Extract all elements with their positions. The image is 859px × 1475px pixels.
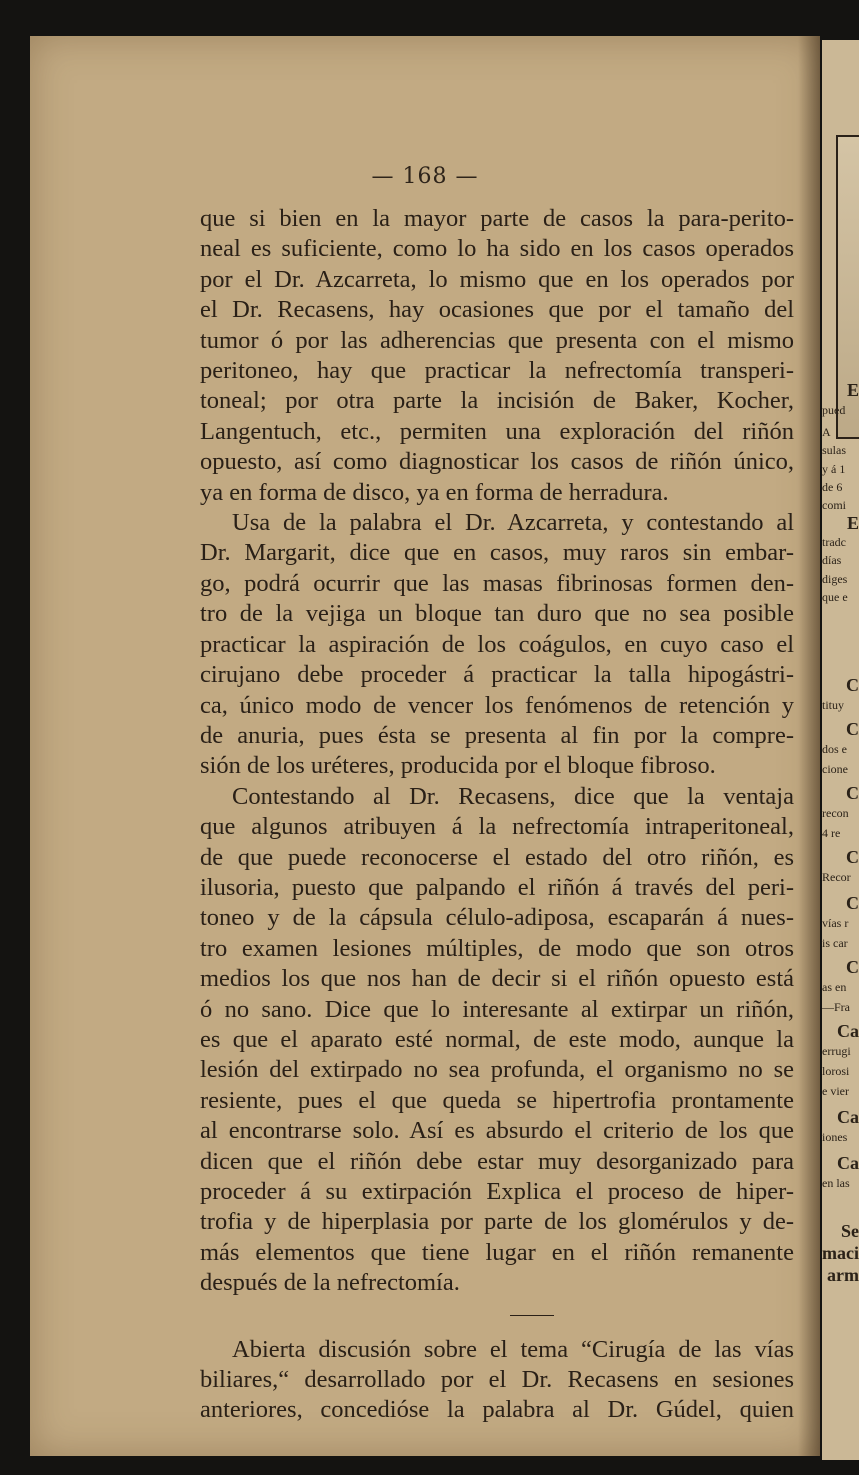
adjacent-page-fragment: vías r [822, 916, 849, 930]
adjacent-page-fragment: comi [822, 498, 846, 512]
adjacent-page-fragment: tradc [822, 535, 846, 549]
adjacent-page-fragment: maci [822, 1246, 859, 1260]
text-line: tro examen lesiones múltiples, de modo que son otros [200, 934, 794, 962]
text-line: ca, único modo de vencer los fenómenos de retención y [200, 691, 794, 719]
text-line: neal es suficiente, como lo ha sido en los casos operados [200, 235, 794, 263]
adjacent-page-fragment: E [846, 383, 859, 397]
text-line: que si bien en la mayor parte de casos la para-perito- [200, 205, 794, 232]
text-line: por el Dr. Azcarreta, lo mismo que en los operados por [200, 265, 794, 293]
adjacent-page-fragment: días [822, 553, 842, 567]
paragraph-1 [200, 204, 794, 508]
paragraph-4 [200, 1335, 794, 1426]
adjacent-page-fragment: —Fra [822, 1000, 850, 1014]
text-line: resiente, pues el que queda se hipertrofia prontamente [200, 1086, 794, 1114]
text-line: practicar la aspiración de los coágulos, en cuyo caso el [200, 630, 794, 658]
adjacent-page-fragment: C [846, 960, 859, 974]
adjacent-page-fragment: C [846, 722, 859, 736]
text-line: medios los que nos han de decir si el riñón opuesto está [200, 965, 794, 993]
adjacent-page-fragment: E [846, 516, 859, 530]
adjacent-page-fragment: arm [827, 1268, 859, 1282]
adjacent-page-fragment: C [846, 850, 859, 864]
adjacent-page-fragment: lorosi [822, 1064, 850, 1078]
body-text [200, 204, 794, 1426]
text-line: toneo y de la cápsula célulo-adiposa, escaparán á nues- [200, 904, 794, 932]
text-line: más elementos que tiene lugar en el riñón remanente [200, 1238, 794, 1266]
text-line: opuesto, así como diagnosticar los casos de riñón único, [200, 448, 794, 476]
adjacent-page-fragment: pued [822, 403, 846, 417]
adjacent-page-fragment: Recor [822, 870, 851, 884]
text-line: trofia y de hiperplasia por parte de los glomérulos y de- [200, 1208, 794, 1236]
adjacent-page-edge [822, 40, 859, 1460]
paragraph-3 [200, 782, 794, 1299]
adjacent-page-fragment: recon [822, 806, 849, 820]
text-line: biliares,“ desarrollado por el Dr. Recasens en sesiones [200, 1366, 794, 1394]
text-line: de que puede reconocerse el estado del otro riñón, es [200, 843, 794, 871]
adjacent-page-fragment: A [822, 425, 831, 439]
adjacent-page-fragment: en las [822, 1176, 850, 1190]
adjacent-page-fragment: C [846, 786, 859, 800]
adjacent-page-fragment: as en [822, 980, 847, 994]
adjacent-page-fragment: C [846, 896, 859, 910]
adjacent-page-fragment: tituy [822, 698, 845, 712]
text-line: lesión del extirpado no sea profunda, el organismo no se [200, 1056, 794, 1084]
adjacent-page-fragment: dos e [822, 742, 847, 756]
text-line: Contestando al Dr. Recasens, dice que la ventaja [232, 782, 794, 810]
adjacent-page-fragment: cione [822, 762, 848, 776]
text-line: ó no sano. Dice que lo interesante al extirpar un riñón, [200, 995, 794, 1023]
text-line: Dr. Margarit, dice que en casos, muy raros sin embar- [200, 539, 794, 567]
adjacent-page-fragment: de 6 [822, 480, 843, 494]
adjacent-page-fragment: Ca [837, 1156, 859, 1170]
text-line: tro de la vejiga un bloque tan duro que no sea posible [200, 600, 794, 628]
text-line: Langentuch, etc., permiten una exploración del riñón [200, 417, 794, 445]
adjacent-page-fragment: sulas [822, 443, 846, 457]
adjacent-page-fragment: Ca [837, 1110, 859, 1124]
paragraph-2 [200, 508, 794, 782]
adjacent-page-fragment: iones [822, 1130, 848, 1144]
text-line: peritoneo, hay que practicar la nefrectomía transperi- [200, 357, 794, 385]
adjacent-page-fragment: que e [822, 590, 848, 604]
adjacent-page-fragment: Se [841, 1224, 859, 1238]
text-line: proceder á su extirpación Explica el proceso de hiper- [200, 1178, 794, 1205]
text-line: de anuria, pues ésta se presenta al fin por la compre- [200, 721, 794, 749]
page-number: — 168 — [371, 164, 479, 189]
text-line: toneal; por otra parte la incisión de Baker, Kocher, [200, 387, 794, 415]
text-line: al encontrarse solo. Así es absurdo el criterio de los que [200, 1117, 794, 1145]
adjacent-page-fragment: 4 re [822, 826, 841, 840]
text-line: es que el aparato esté normal, de este modo, aunque la [200, 1025, 794, 1053]
adjacent-page-fragment: C [846, 678, 859, 692]
adjacent-page-fragment: is car [822, 936, 848, 950]
text-line: sión de los uréteres, producida por el bloque fibroso. [200, 752, 716, 780]
text-line: ya en forma de disco, ya en forma de herradura. [200, 478, 669, 506]
text-line: que algunos atribuyen á la nefrectomía intraperitoneal, [200, 813, 794, 841]
text-line: dicen que el riñón debe estar muy desorganizado para [200, 1147, 794, 1175]
adjacent-page-fragment: Ca [837, 1024, 859, 1038]
section-separator [200, 1299, 794, 1329]
text-line: anteriores, concedióse la palabra al Dr. Gúdel, quien [200, 1396, 794, 1424]
adjacent-page-fragment: diges [822, 572, 848, 586]
adjacent-page-fragment: errugi [822, 1044, 851, 1058]
text-line: go, podrá ocurrir que las masas fibrinosas formen den- [200, 569, 794, 597]
text-line: ilusoria, puesto que palpando el riñón á través del peri- [200, 873, 794, 901]
text-line: tumor ó por las adherencias que presenta con el mismo [200, 326, 794, 354]
text-line: Abierta discusión sobre el tema “Cirugía de las vías [232, 1335, 794, 1363]
book-page [30, 36, 820, 1456]
adjacent-page-fragment: e vier [822, 1084, 849, 1098]
text-line: el Dr. Recasens, hay ocasiones que por el tamaño del [200, 296, 794, 324]
text-line: Usa de la palabra el Dr. Azcarreta, y contestando al [232, 509, 794, 537]
text-line: cirujano debe proceder á practicar la talla hipogástri- [200, 661, 794, 689]
adjacent-page-fragment: y á 1 [822, 462, 846, 476]
text-line: después de la nefrectomía. [200, 1269, 460, 1297]
